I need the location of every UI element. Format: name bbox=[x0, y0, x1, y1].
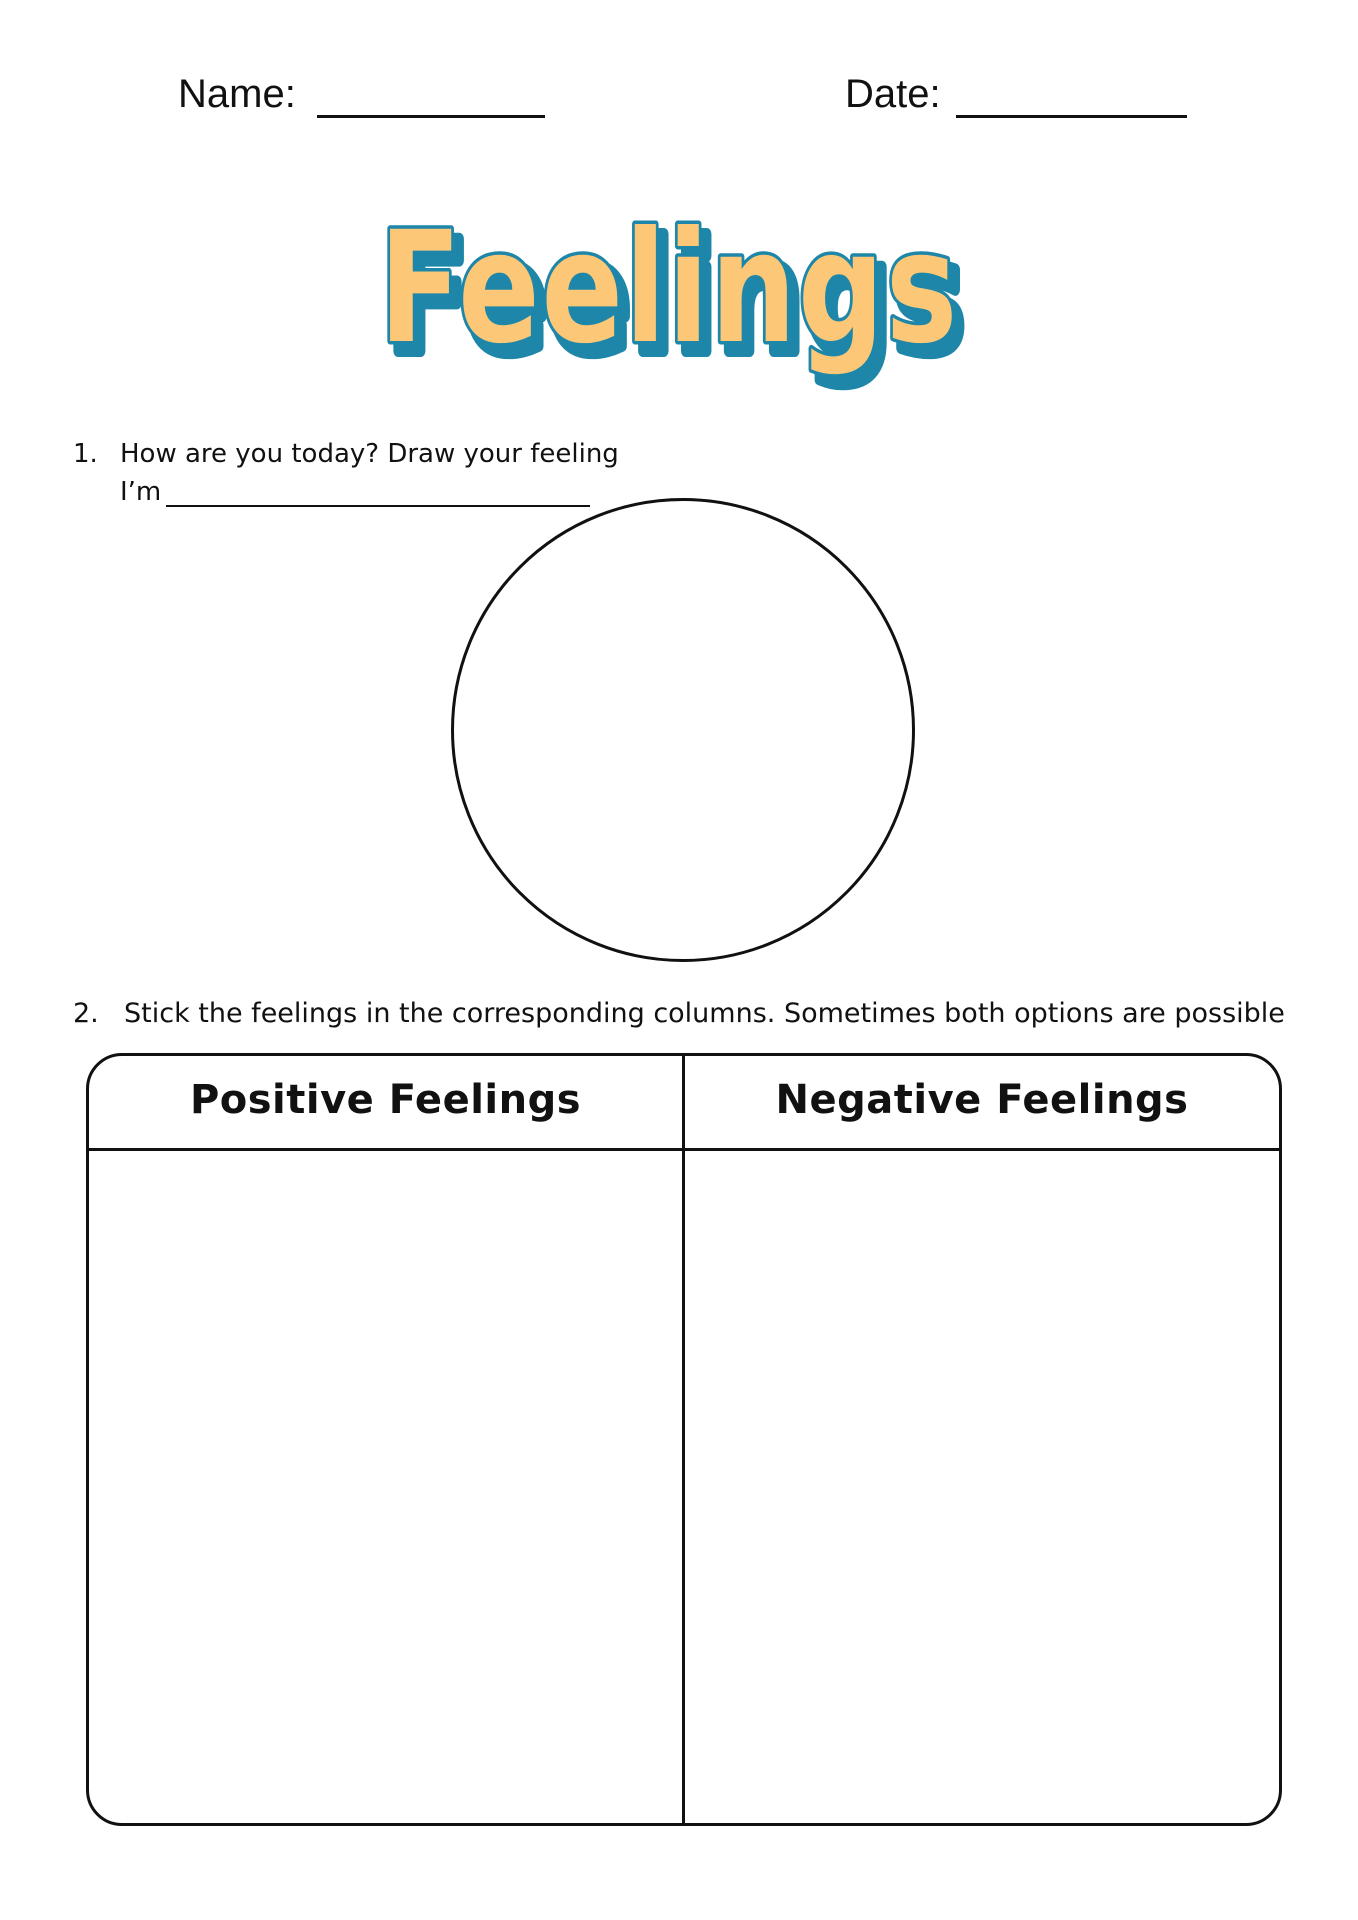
question-2-text: Stick the feelings in the corresponding columns. Sometimes both options are possible bbox=[124, 998, 1285, 1029]
date-label: Date: bbox=[845, 72, 941, 116]
positive-feelings-area[interactable] bbox=[89, 1151, 682, 1823]
name-label: Name: bbox=[178, 72, 296, 116]
question-1-prompt: I’m bbox=[120, 477, 162, 507]
drawing-circle[interactable] bbox=[451, 498, 915, 962]
date-line[interactable] bbox=[956, 115, 1187, 118]
page-title-graphic bbox=[379, 185, 979, 410]
page-title bbox=[379, 185, 979, 410]
negative-feelings-header: Negative Feelings bbox=[775, 1077, 1189, 1123]
question-1-text: How are you today? Draw your feeling bbox=[120, 439, 619, 469]
name-line[interactable] bbox=[317, 115, 545, 118]
feeling-answer-line[interactable] bbox=[166, 505, 590, 507]
title-shadow: Feelings bbox=[387, 209, 967, 388]
question-1-number: 1. bbox=[73, 439, 98, 469]
negative-feelings-area[interactable] bbox=[685, 1151, 1279, 1823]
positive-feelings-header: Positive Feelings bbox=[189, 1077, 582, 1123]
question-2-number: 2. bbox=[73, 998, 99, 1029]
title-text: Feelings bbox=[379, 199, 959, 378]
